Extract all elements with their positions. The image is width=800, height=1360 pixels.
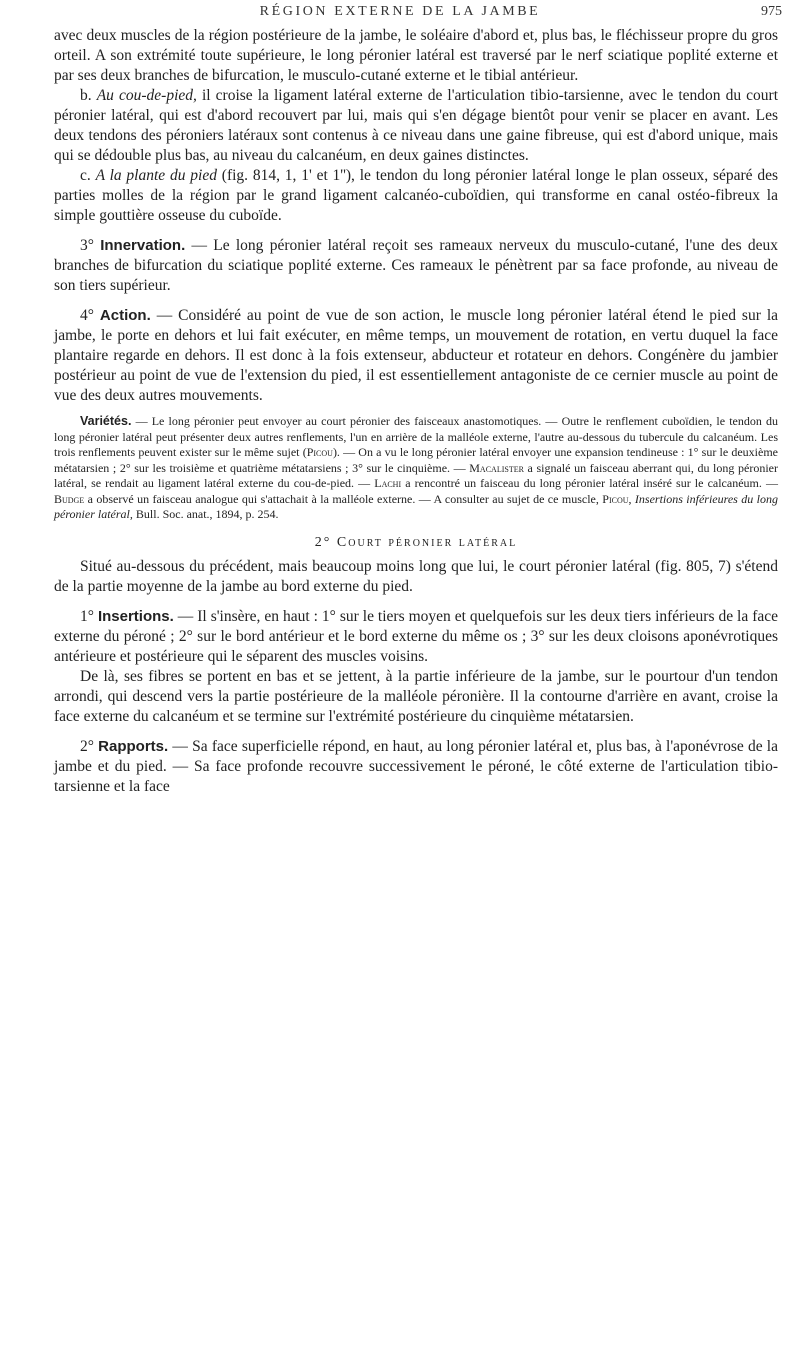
author-lachi: Lachi: [374, 476, 402, 490]
section-name: Court péronier latéral: [336, 534, 518, 550]
item-c-lead: c.: [80, 167, 91, 184]
text-block: [54, 26, 778, 797]
innervation-heading: Innervation.: [100, 237, 186, 254]
item-b-label: Au cou-de-pied,: [96, 87, 197, 104]
varietes-text-5: a observé un faisceau analogue qui s'attachait à la malléole externe. — A consulter au sujet de ce muscle,: [84, 491, 603, 506]
insertions-suite-paragraph: [54, 667, 778, 727]
innervation-text: — Le long péronier latéral reçoit ses rameaux nerveux du musculo-cutané, l'une des deux branches de bifurcation du sciatique poplité externe. Ces rameaux le pénètrent par sa face profonde, au niveau de son tiers supérieur.: [54, 237, 778, 294]
action-text: — Considéré au point de vue de son action, le muscle long péronier latéral étend le pied sur la jambe, le porte en dehors et lui fait exécuter, en même temps, un mouvement de rotation, en vertu duquel la face plantaire regarde en dehors. Il est donc à la fois extenseur, abducteur et rotateur en dehors. Congénère du jambier postérieur au point de vue de l'extension du pied, il est essentiellement antagoniste de ce cernier muscle au point de vue des deux autres mouvements.: [54, 307, 779, 404]
rapports-paragraph: [54, 737, 778, 797]
varietes-text-4: a rencontré un faisceau du long péronier latéral inséré sur le calcanéum. —: [401, 476, 778, 490]
continuation-paragraph: [54, 26, 778, 86]
intro-court-paragraph: [54, 557, 778, 597]
intro-court-text: Situé au-dessous du précédent, mais beaucoup moins long que lui, le court péronier latéral (fig. 805, 7) s'étend de la partie moyenne de la jambe au bord externe du pied.: [54, 557, 778, 595]
author-macalister: Macalister: [469, 460, 524, 475]
action-heading: Action.: [99, 307, 151, 324]
insertions-number: 1°: [80, 607, 94, 625]
running-title: RÉGION EXTERNE DE LA JAMBE: [259, 4, 541, 19]
innervation-paragraph: [54, 236, 778, 296]
item-c-text: (fig. 814, 1, 1' et 1''), le tendon du long péronier latéral longe le plan osseux, séparé des parties molles de la région par le grand ligament calcanéo-cuboïdien, qui transforme en canal ostéo-fibreux la simple gouttière osseuse du cuboïde.: [54, 167, 779, 224]
item-b-text: il croise la ligament latéral externe de l'articulation tibio-tarsienne, avec le tendon du court péronier latéral, qui est d'abord recouvert par lui, mais qui s'en dégage bientôt pour venir se placer en avant. Les deux tendons des péroniers latéraux sont contenus à ce niveau dans une gaine fibreuse, qui est d'abord unique, mais qui se dédouble plus bas, au niveau du calcanéum, en deux gaines distinctes.: [54, 87, 779, 164]
citation-rest: Bull. Soc. anat., 1894, p. 254.: [135, 507, 279, 521]
item-c-label: A la plante du pied: [95, 167, 217, 184]
insertions-suite-text: De là, ses fibres se portent en bas et se jettent, à la partie inférieure de la jambe, sur le pourtour d'un tendon arrondi, qui descend vers la partie postérieure de la malléole péronière. Il la contourne d'arrière en avant, croise la face externe du calcanéum et se termine sur l'extrémité postérieure du cinquième métatarsien.: [54, 667, 778, 725]
varietes-paragraph: [54, 414, 778, 523]
section-number: 2°: [314, 534, 332, 550]
citation-author: Picou,: [602, 491, 632, 506]
action-paragraph: [54, 306, 778, 406]
section-title: [54, 535, 778, 551]
insertions-text: — Il s'insère, en haut : 1° sur le tiers moyen et quelquefois sur les deux tiers inférieurs de la face externe du péroné ; 2° sur le bord antérieur et le bord externe du même os ; 3° sur les deux cloisons aponévrotiques antérieure et postérieure qui le séparent des muscles voisins.: [54, 607, 779, 665]
varietes-text-3: a signalé un faisceau aberrant qui, du long péronier latéral, se rendait au ligament latéral externe du cou-de-pied. —: [54, 460, 778, 490]
running-head: [0, 4, 800, 26]
citation-title: Insertions inférieures du long péronier latéral,: [54, 491, 778, 521]
author-budge: Budge: [54, 491, 85, 506]
rapports-number: 2°: [80, 737, 94, 755]
item-b-lead: b.: [80, 87, 92, 104]
rapports-heading: Rapports.: [98, 737, 169, 755]
author-picou: Picou: [306, 445, 333, 459]
item-b-paragraph: [54, 86, 778, 166]
varietes-text-2: ). — On a vu le long péronier latéral envoyer une expansion tendineuse : 1° sur le deuxième métatarsien ; 2° sur les troisième et quatrième métatarsiens ; 3° sur le cinquième. —: [54, 445, 778, 475]
item-c-paragraph: [54, 166, 778, 226]
insertions-paragraph: [54, 607, 778, 667]
rapports-text: — Sa face superficielle répond, en haut, au long péronier latéral et, plus bas, à l'aponévrose de la jambe et du pied. — Sa face profonde recouvre successivement le péroné, le côté externe de l'articulation tibio-tarsienne et la face: [54, 737, 778, 795]
innervation-number: 3°: [80, 237, 94, 254]
varietes-text-1: — Le long péronier peut envoyer au court péronier des faisceaux anastomotiques. — Outre le renflement cuboïdien, le tendon du long péronier latéral peut présenter deux autres renflements, l'un en arrière de la malléole externe, l'autre au-dessous du tubercule du calcanéum. Les trois renflements peuvent exister sur le même sujet (: [54, 414, 778, 459]
insertions-heading: Insertions.: [97, 607, 174, 625]
varietes-heading: Variétés.: [80, 414, 132, 428]
continuation-text: avec deux muscles de la région postérieure de la jambe, le soléaire d'abord et, plus bas, le fléchisseur propre du gros orteil. A son extrémité toute supérieure, le long péronier latéral est traversé par le nerf sciatique poplité externe et par ses deux branches de bifurcation, le musculo-cutané externe et le tibial antérieur.: [54, 27, 778, 84]
page-number: 975: [761, 4, 782, 19]
action-number: 4°: [80, 307, 94, 324]
